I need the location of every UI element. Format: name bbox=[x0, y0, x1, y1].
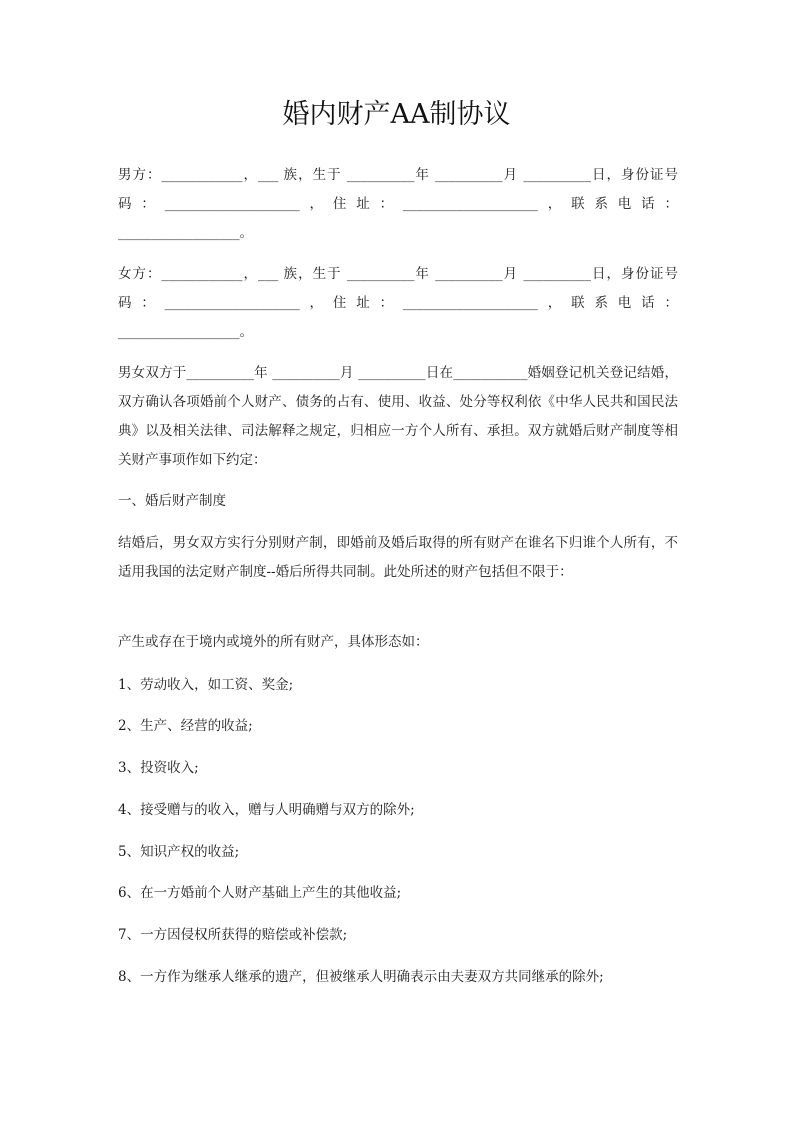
intro-paragraph: 男女双方于__________年 __________月 __________日在___________婚姻登记机关登记结婚，双方确认各项婚前个人财产、债务的占有、使用、收益、处分等权利依《中华人民共和国民法典》以及相关法律、司法解释之规定，归相应一方个人所有、承担。双方就婚后财产制度等相关财产事项作如下约定： bbox=[118, 365, 678, 468]
list-item: 4、接受赠与的收入，赠与人明确赠与双方的除外; bbox=[118, 802, 415, 818]
female-party-paragraph: 女方：____________，___ 族，生于 __________年 __________月 __________日，身份证号码：____________________，住址：____________________，联系电话：__________________。 bbox=[118, 266, 678, 340]
document-title: 婚内财产AA制协议 bbox=[282, 99, 511, 130]
list-item: 6、在一方婚前个人财产基础上产生的其他收益; bbox=[118, 885, 402, 901]
list-item: 3、投资收入; bbox=[118, 760, 199, 776]
list-item: 5、知识产权的收益; bbox=[118, 844, 240, 860]
list-item: 1、劳动收入，如工资、奖金; bbox=[118, 677, 294, 693]
section-body-paragraph: 结婚后，男女双方实行分别财产制，即婚前及婚后取得的所有财产在谁名下归谁个人所有，不适用我国的法定财产制度--婚后所得共同制。此处所述的财产包括但不限于： bbox=[118, 535, 678, 580]
list-item: 7、一方因侵权所获得的赔偿或补偿款; bbox=[118, 927, 348, 943]
forms-intro-paragraph: 产生或存在于境内或境外的所有财产，具体形态如： bbox=[118, 634, 429, 650]
male-party-paragraph: 男方：____________，___ 族，生于 __________年 __________月 __________日，身份证号码：____________________，住址：____________________，联系电话：__________________。 bbox=[118, 167, 678, 241]
list-item: 2、生产、经营的收益; bbox=[118, 718, 253, 734]
list-item: 8、一方作为继承人继承的遗产，但被继承人明确表示由夫妻双方共同继承的除外; bbox=[118, 969, 604, 985]
section-heading: 一、婚后财产制度 bbox=[118, 493, 226, 509]
